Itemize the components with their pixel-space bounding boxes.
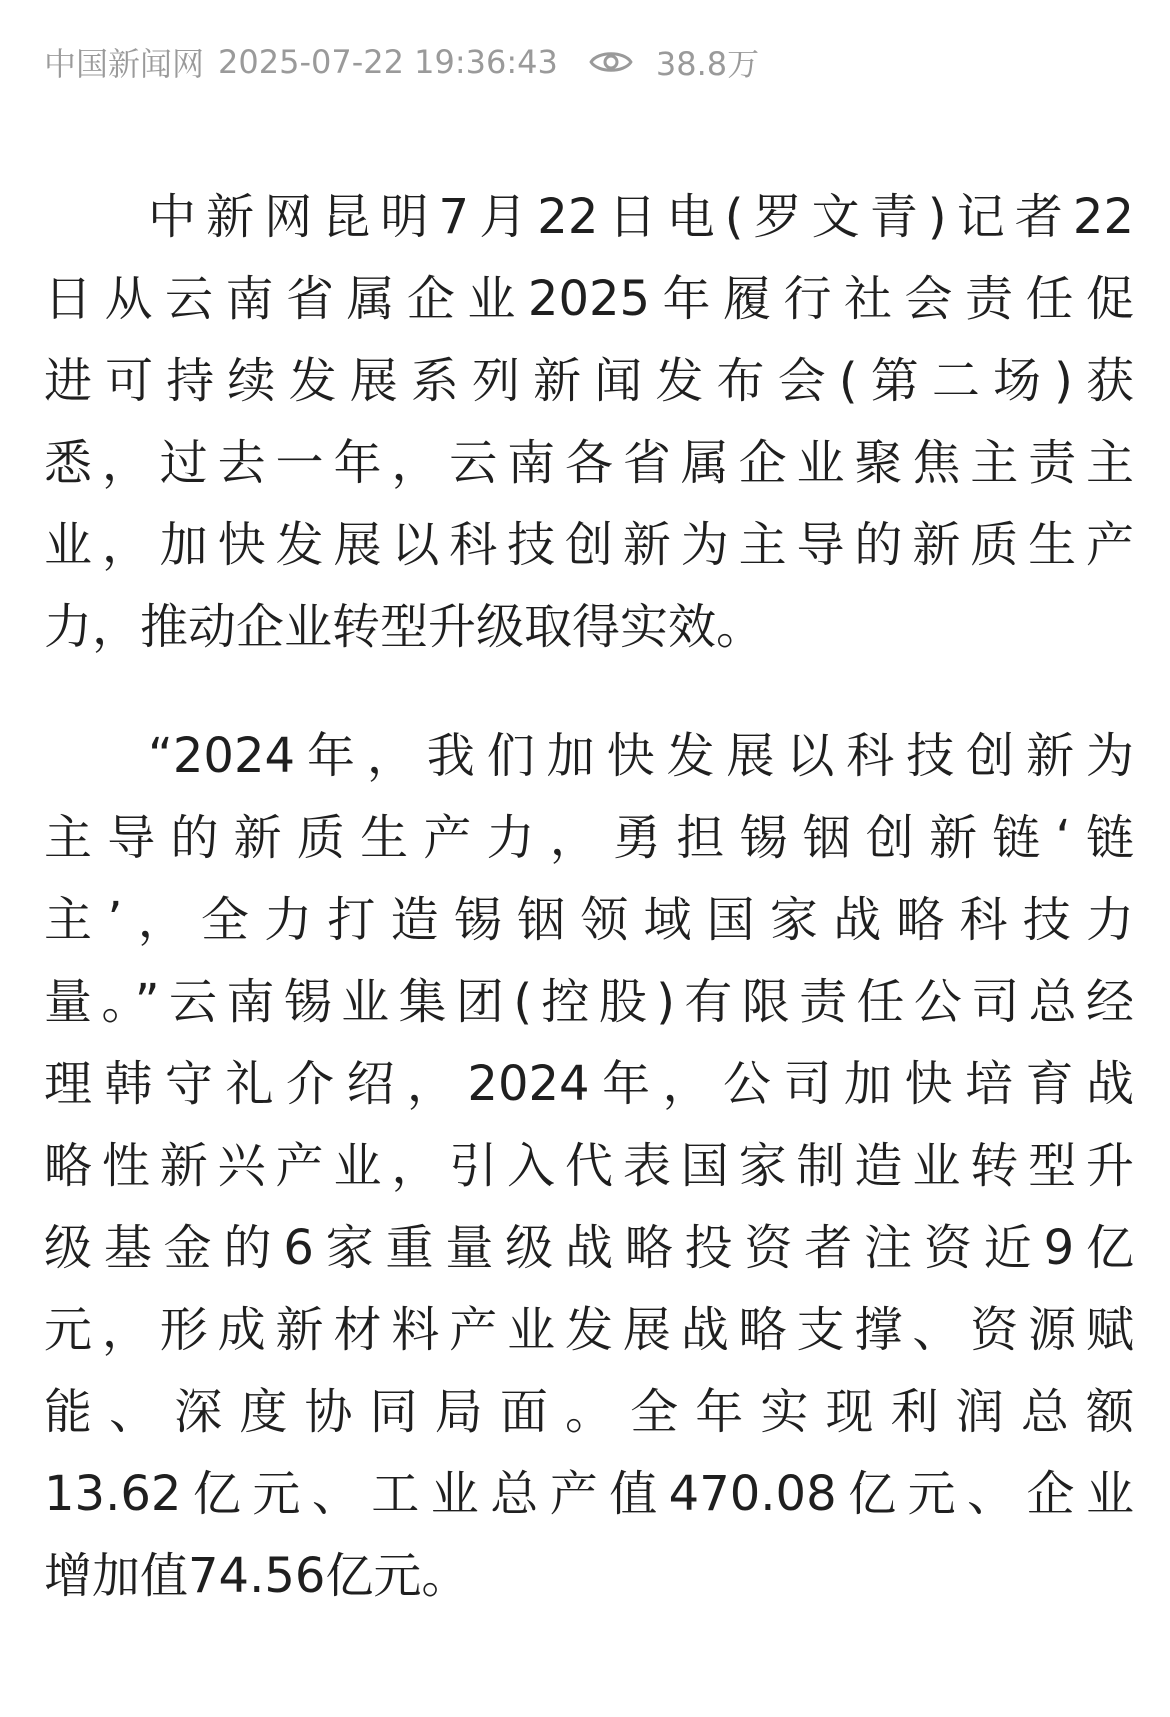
paragraph-line: 进可持续发展系列新闻发布会(第二场)获 (44, 353, 1134, 409)
paragraph-line: 理韩守礼介绍，2024年，公司加快培育战 (44, 1056, 1134, 1112)
view-count: 38.8万 (655, 45, 760, 83)
source-name[interactable]: 中国新闻网 (44, 45, 205, 83)
paragraph-line: 主’，全力打造锡铟领域国家战略科技力 (44, 892, 1134, 948)
publish-time: 2025-07-22 19:36:43 (218, 43, 558, 81)
paragraph-line: 力，推动企业转型升级取得实效。 (44, 599, 765, 655)
paragraph-line: “2024年，我们加快发展以科技创新为 (148, 728, 1134, 784)
article-meta (44, 42, 759, 82)
paragraph-line: 元，形成新材料产业发展战略支撑、资源赋 (44, 1302, 1134, 1358)
paragraph-line: 级基金的6家重量级战略投资者注资近9亿 (44, 1220, 1134, 1276)
paragraph-line: 悉，过去一年，云南各省属企业聚焦主责主 (44, 435, 1134, 491)
paragraph-line: 能、深度协同局面。全年实现利润总额 (44, 1384, 1134, 1440)
paragraph-line: 中新网昆明7月22日电(罗文青)记者22 (148, 189, 1134, 245)
article-paragraph (44, 715, 1134, 1617)
paragraph-line: 略性新兴产业，引入代表国家制造业转型升 (44, 1138, 1134, 1194)
article-paragraph (44, 176, 1134, 668)
article-body (44, 176, 1134, 1617)
paragraph-line: 日从云南省属企业2025年履行社会责任促 (44, 271, 1134, 327)
paragraph-line: 13.62亿元、工业总产值470.08亿元、企业 (44, 1466, 1134, 1522)
paragraph-line: 增加值74.56亿元。 (44, 1548, 470, 1604)
paragraph-line: 业，加快发展以科技创新为主导的新质生产 (44, 517, 1134, 573)
eye-icon (588, 47, 634, 77)
paragraph-line: 主导的新质生产力，勇担锡铟创新链‘链 (44, 810, 1134, 866)
paragraph-line: 量。”云南锡业集团(控股)有限责任公司总经 (44, 974, 1134, 1030)
